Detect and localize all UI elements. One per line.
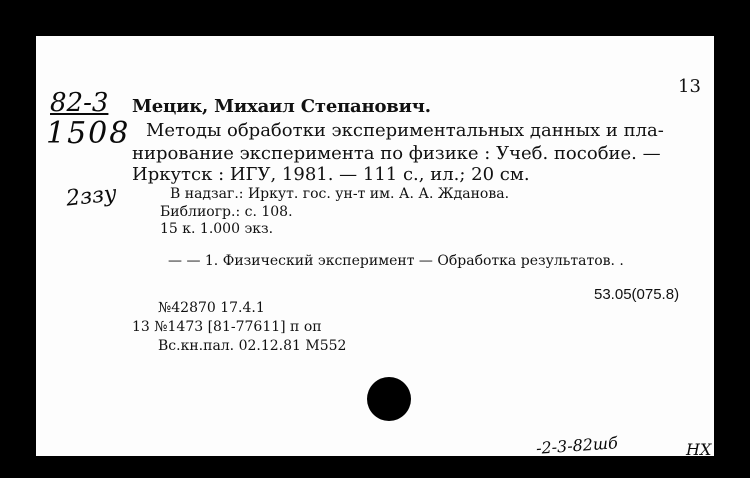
classification-code: 53.05(075.8) — [594, 286, 680, 303]
note-line-3: 15 к. 1.000 экз. — [160, 221, 274, 237]
shelf-mark-top: 82-3 — [50, 88, 109, 118]
author-heading: Мецик, Михаил Степанович. — [132, 96, 431, 117]
card-number: 13 — [678, 76, 701, 97]
punch-hole — [367, 377, 411, 421]
note-line-1: В надзаг.: Иркут. гос. ун-т им. А. А. Жданова. — [170, 186, 510, 202]
initials-handwritten: НХ — [686, 440, 712, 459]
date-handwritten: -2-3-82шб — [535, 433, 619, 458]
shelf-mark-bottom: 1508 — [46, 116, 131, 151]
title-line-1: Методы обработки экспериментальных данных и пла- — [146, 120, 664, 141]
title-line-3: Иркутск : ИГУ, 1981. — 111 с., ил.; 20 см. — [132, 164, 530, 185]
title-line-2: нирование эксперимента по физике : Учеб. пособие. — — [132, 143, 661, 164]
subject-heading: — — 1. Физический эксперимент — Обработка результатов. . — [168, 253, 624, 269]
tech-line-2: 13 №1473 [81-77611] п оп — [132, 319, 322, 335]
tech-line-1: №42870 17.4.1 — [158, 300, 265, 316]
tech-line-3: Вс.кн.пал. 02.12.81 М552 — [158, 338, 347, 354]
note-line-2: Библиогр.: с. 108. — [160, 204, 293, 220]
catalog-card — [36, 36, 714, 459]
inventory-handwritten: 2ззу — [64, 181, 118, 212]
